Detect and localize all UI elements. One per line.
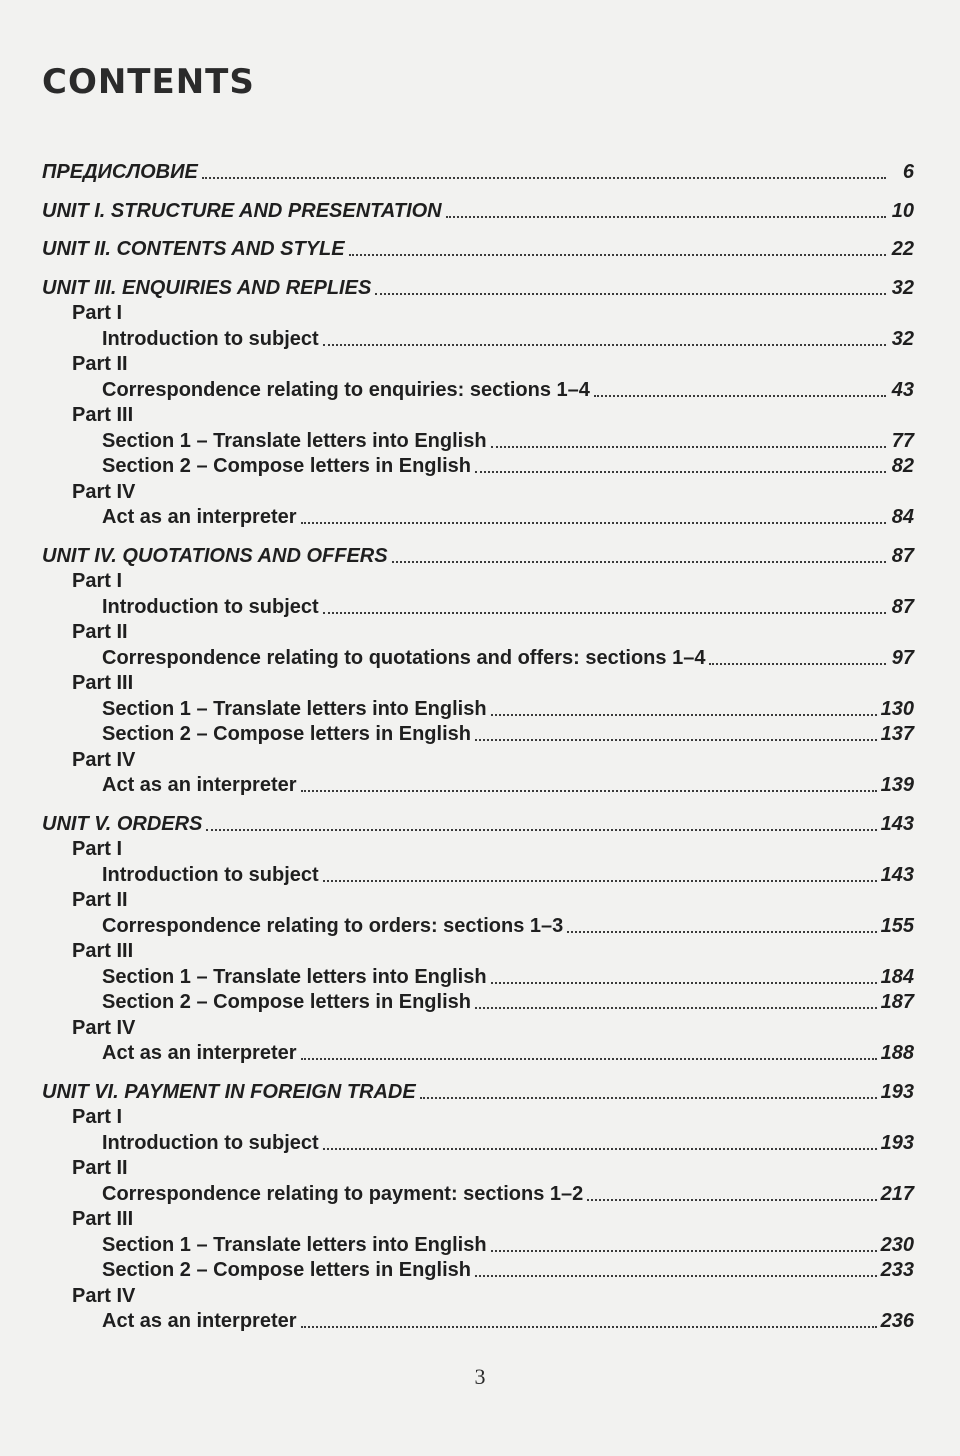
dot-leader <box>491 982 877 984</box>
dot-leader <box>491 1250 877 1252</box>
dot-leader <box>301 1058 877 1060</box>
dot-leader <box>375 293 886 295</box>
toc-entry-page-number: 236 <box>880 1310 914 1332</box>
toc-entry-page-number: 82 <box>891 455 914 477</box>
toc-entry-part[interactable] <box>42 1208 914 1234</box>
toc-entry-page-number: 188 <box>880 1042 914 1064</box>
toc-entry-part[interactable] <box>42 1284 914 1310</box>
dot-leader <box>594 395 886 397</box>
toc-entry-label: UNIT V. ORDERS <box>42 812 203 835</box>
toc-entry-label: Part I <box>72 838 123 860</box>
toc-entry-label: Part II <box>72 889 128 911</box>
toc-entry-label: Introduction to subject <box>102 1131 319 1154</box>
toc-entry-part[interactable] <box>42 1106 914 1132</box>
toc-entry-page-number: 143 <box>880 812 914 835</box>
dot-leader <box>420 1097 877 1099</box>
toc-entry-page-number: 193 <box>880 1131 914 1154</box>
toc-entry-label: Part II <box>72 1157 128 1179</box>
dot-leader <box>323 880 877 882</box>
toc-entry-page-number: 193 <box>880 1080 914 1103</box>
toc-entry-page-number: 184 <box>880 965 914 988</box>
dot-leader <box>202 177 886 179</box>
toc-entry-item[interactable] <box>42 327 914 353</box>
toc-entry-unit[interactable] <box>42 159 914 186</box>
toc-entry-part[interactable] <box>42 480 914 506</box>
toc-entry-part[interactable] <box>42 353 914 379</box>
dot-leader <box>301 790 877 792</box>
toc-entry-part[interactable] <box>42 940 914 966</box>
toc-entry-item[interactable] <box>42 774 914 800</box>
toc-entry-label: Section 2 – Compose letters in English <box>102 455 471 477</box>
toc-entry-label: Part III <box>72 1208 134 1230</box>
toc-entry-page-number: 97 <box>891 646 914 669</box>
toc-entry-item[interactable] <box>42 429 914 455</box>
toc-entry-part[interactable] <box>42 404 914 430</box>
toc-entry-label: Part I <box>72 302 123 324</box>
toc-entry-unit[interactable] <box>42 531 914 570</box>
page-number: 3 <box>474 1364 486 1389</box>
toc-entry-label: Introduction to subject <box>102 327 319 350</box>
toc-entry-label: Act as an interpreter <box>102 1310 297 1332</box>
toc-entry-label: UNIT VI. PAYMENT IN FOREIGN TRADE <box>42 1080 416 1103</box>
dot-leader <box>349 254 886 256</box>
toc-entry-page-number: 137 <box>880 723 914 745</box>
toc-entry-label: Part IV <box>72 1284 136 1307</box>
toc-entry-page-number: 233 <box>880 1259 914 1281</box>
toc-entry-label: UNIT II. CONTENTS AND STYLE <box>42 238 345 260</box>
toc-entry-item[interactable] <box>42 965 914 991</box>
toc-entry-item[interactable] <box>42 723 914 749</box>
toc-entry-part[interactable] <box>42 1157 914 1183</box>
toc-entry-label: Part IV <box>72 748 136 771</box>
toc-entry-page-number: 32 <box>891 276 914 299</box>
toc-entry-item[interactable] <box>42 863 914 889</box>
dot-leader <box>709 663 886 665</box>
toc-entry-label: Section 1 – Translate letters into English <box>102 697 487 720</box>
dot-leader <box>323 1148 877 1150</box>
toc-entry-label: Part III <box>72 940 134 962</box>
toc-entry-page-number: 87 <box>891 595 914 618</box>
toc-entry-label: Act as an interpreter <box>102 1042 297 1064</box>
toc-entry-label: Correspondence relating to orders: sections 1–3 <box>102 914 564 937</box>
dot-leader <box>475 739 877 741</box>
toc-entry-page-number: 155 <box>880 914 914 937</box>
toc-entry-label: Introduction to subject <box>102 863 319 886</box>
toc-entry-item[interactable] <box>42 1042 914 1068</box>
toc-entry-part[interactable] <box>42 570 914 596</box>
toc-entry-label: Part II <box>72 621 128 643</box>
toc-entry-label: ПРЕДИСЛОВИЕ <box>42 161 198 183</box>
toc-entry-item[interactable] <box>42 697 914 723</box>
toc-entry-label: Act as an interpreter <box>102 506 297 528</box>
dot-leader <box>475 1007 877 1009</box>
toc-entry-item[interactable] <box>42 1182 914 1208</box>
toc-entry-label: Part II <box>72 353 128 375</box>
toc-entry-page-number: 87 <box>891 544 914 567</box>
dot-leader <box>323 344 886 346</box>
toc-entry-label: Part I <box>72 1106 123 1128</box>
toc-entry-label: Act as an interpreter <box>102 774 297 796</box>
toc-entry-label: Section 2 – Compose letters in English <box>102 991 471 1013</box>
dot-leader <box>301 1326 877 1328</box>
dot-leader <box>301 522 886 524</box>
toc-entry-unit[interactable] <box>42 1067 914 1106</box>
toc-entry-page-number: 32 <box>891 327 914 350</box>
table-of-contents <box>42 159 914 1335</box>
toc-entry-page-number: 77 <box>891 429 914 452</box>
toc-entry-label: Correspondence relating to enquiries: sections 1–4 <box>102 378 590 401</box>
toc-entry-label: UNIT IV. QUOTATIONS AND OFFERS <box>42 544 388 567</box>
toc-entry-part[interactable] <box>42 672 914 698</box>
toc-entry-unit[interactable] <box>42 186 914 225</box>
toc-entry-part[interactable] <box>42 621 914 647</box>
toc-entry-item[interactable] <box>42 506 914 532</box>
dot-leader <box>392 561 886 563</box>
toc-entry-page-number: 6 <box>902 161 914 183</box>
toc-entry-part[interactable] <box>42 748 914 774</box>
toc-entry-item[interactable] <box>42 378 914 404</box>
dot-leader <box>446 216 886 218</box>
toc-entry-page-number: 187 <box>880 991 914 1013</box>
toc-entry-page-number: 143 <box>880 863 914 886</box>
toc-entry-label: UNIT I. STRUCTURE AND PRESENTATION <box>42 199 442 222</box>
dot-leader <box>491 714 877 716</box>
toc-entry-label: UNIT III. ENQUIRIES AND REPLIES <box>42 276 372 299</box>
toc-entry-label: Part IV <box>72 1016 136 1039</box>
toc-entry-item[interactable] <box>42 1310 914 1336</box>
toc-entry-label: Part I <box>72 570 123 592</box>
toc-entry-label: Section 2 – Compose letters in English <box>102 1259 471 1281</box>
toc-entry-item[interactable] <box>42 455 914 481</box>
toc-entry-label: Section 1 – Translate letters into English <box>102 965 487 988</box>
toc-entry-item[interactable] <box>42 1259 914 1285</box>
toc-entry-item[interactable] <box>42 914 914 940</box>
toc-entry-part[interactable] <box>42 838 914 864</box>
dot-leader <box>323 612 886 614</box>
page-title: CONTENTS <box>42 62 255 102</box>
toc-entry-item[interactable] <box>42 991 914 1017</box>
dot-leader <box>587 1199 876 1201</box>
toc-entry-label: Correspondence relating to payment: sections 1–2 <box>102 1182 584 1205</box>
dot-leader <box>475 471 886 473</box>
toc-entry-unit[interactable] <box>42 263 914 302</box>
toc-entry-item[interactable] <box>42 1233 914 1259</box>
dot-leader <box>206 829 876 831</box>
toc-entry-page-number: 43 <box>891 378 914 401</box>
toc-entry-label: Part III <box>72 404 134 426</box>
toc-entry-page-number: 139 <box>880 774 914 796</box>
toc-entry-page-number: 10 <box>891 199 914 222</box>
dot-leader <box>491 446 886 448</box>
toc-entry-page-number: 217 <box>880 1182 914 1205</box>
toc-entry-item[interactable] <box>42 595 914 621</box>
toc-entry-label: Part IV <box>72 480 136 503</box>
toc-entry-label: Section 2 – Compose letters in English <box>102 723 471 745</box>
dot-leader <box>567 931 876 933</box>
toc-entry-part[interactable] <box>42 1016 914 1042</box>
toc-entry-label: Section 1 – Translate letters into English <box>102 1233 487 1256</box>
toc-entry-label: Section 1 – Translate letters into English <box>102 429 487 452</box>
toc-entry-item[interactable] <box>42 646 914 672</box>
toc-entry-label: Part III <box>72 672 134 694</box>
toc-entry-label: Correspondence relating to quotations and offers: sections 1–4 <box>102 646 706 669</box>
toc-entry-part[interactable] <box>42 302 914 328</box>
toc-entry-part[interactable] <box>42 889 914 915</box>
toc-entry-unit[interactable] <box>42 799 914 838</box>
dot-leader <box>475 1275 877 1277</box>
toc-entry-page-number: 84 <box>891 506 914 528</box>
toc-entry-unit[interactable] <box>42 225 914 264</box>
toc-entry-page-number: 22 <box>891 238 914 260</box>
toc-entry-page-number: 130 <box>880 697 914 720</box>
toc-entry-label: Introduction to subject <box>102 595 319 618</box>
toc-entry-item[interactable] <box>42 1131 914 1157</box>
toc-entry-page-number: 230 <box>880 1233 914 1256</box>
